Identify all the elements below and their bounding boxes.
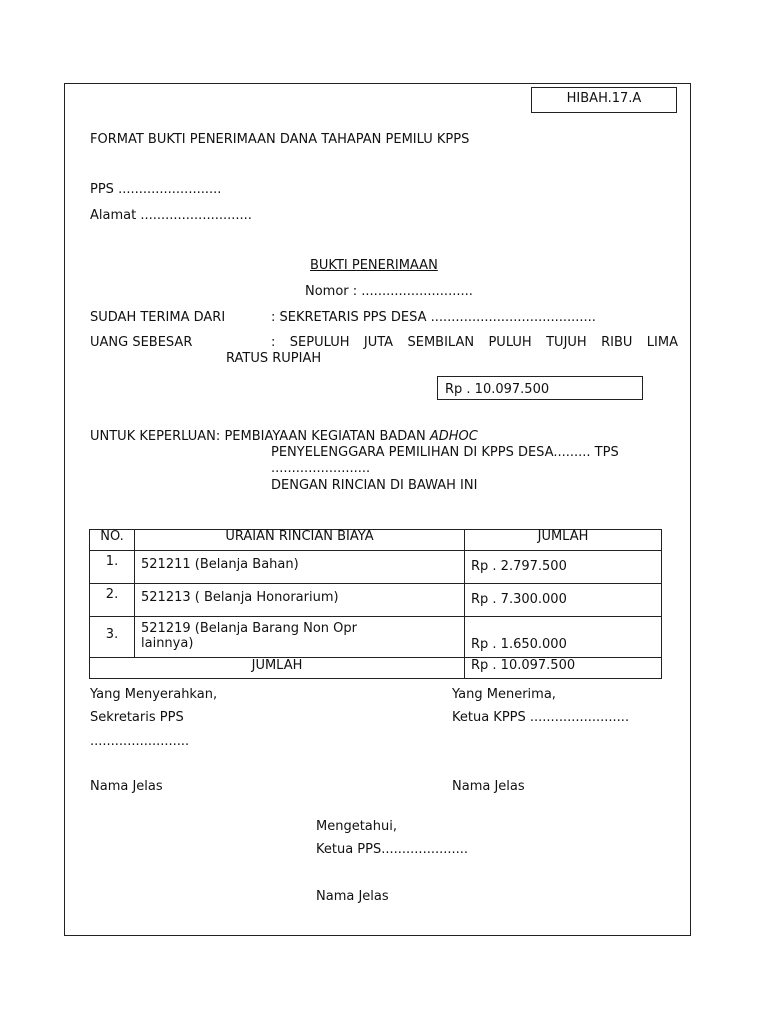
purpose-text: PEMBIAYAAN KEGIATAN BADAN [224,429,426,444]
total-amount: Rp . 10.097.500 [465,658,662,679]
amount-words-line1: : SEPULUH JUTA SEMBILAN PULUH TUJUH RIBU LIMA [271,335,678,350]
received-from-label: SUDAH TERIMA DARI [90,310,226,325]
receipt-number: Nomor : ........................... [305,284,473,299]
row-description: 521213 ( Belanja Honorarium) [135,584,465,617]
table-row [90,584,662,617]
amount-figure-box [437,376,643,400]
purpose-line2: PENYELENGGARA PEMILIHAN DI KPPS DESA......... TPS [271,445,619,460]
table-total-row [90,658,662,679]
left-signer-name: Nama Jelas [90,779,163,794]
row-no: 1. [90,551,135,584]
row-amount: Rp . 7.300.000 [465,584,662,617]
amount-figure: Rp . 10.097.500 [445,382,550,397]
right-signer-line2: Ketua KPPS ........................ [452,710,630,725]
row-description-line1: 521219 (Belanja Barang Non Opr [141,621,357,636]
purpose-line1 [90,429,478,445]
right-signer-line1: Yang Menerima, [452,687,556,702]
header-description: URAIAN RINCIAN BIAYA [135,530,465,551]
center-signer-name: Nama Jelas [316,889,389,904]
cost-detail-table [89,529,662,679]
center-signer-line2: Ketua PPS..................... [316,842,469,857]
purpose-label: UNTUK KEPERLUAN: [90,429,221,444]
form-code-box [531,87,677,113]
row-description [135,617,465,658]
row-amount: Rp . 1.650.000 [465,617,662,658]
purpose-line4: DENGAN RINCIAN DI BAWAH INI [271,478,478,493]
table-row [90,551,662,584]
pps-field: PPS ......................... [90,182,222,197]
table-row [90,617,662,658]
header-amount: JUMLAH [465,530,662,551]
left-signer-line3: ........................ [90,734,190,749]
center-signer-line1: Mengetahui, [316,819,397,834]
left-signer-line2: Sekretaris PPS [90,710,184,725]
row-description-line2: lainnya) [141,636,194,651]
amount-words-line2: RATUS RUPIAH [226,351,322,366]
alamat-field: Alamat ........................... [90,208,252,223]
purpose-italic: ADHOC [429,429,478,444]
received-from-value: : SEKRETARIS PPS DESA ........................................ [271,310,596,325]
table-header-row [90,530,662,551]
purpose-line3: ........................ [271,461,371,476]
receipt-heading: BUKTI PENERIMAAN [310,258,438,273]
row-amount: Rp . 2.797.500 [465,551,662,584]
amount-label: UANG SEBESAR [90,335,193,350]
row-no: 2. [90,584,135,617]
row-description: 521211 (Belanja Bahan) [135,551,465,584]
left-signer-line1: Yang Menyerahkan, [90,687,218,702]
total-label: JUMLAH [90,658,465,679]
row-no: 3. [90,617,135,658]
header-no: NO. [90,530,135,551]
document-title: FORMAT BUKTI PENERIMAAN DANA TAHAPAN PEMILU KPPS [90,132,470,147]
right-signer-name: Nama Jelas [452,779,525,794]
form-code: HIBAH.17.A [566,91,642,106]
